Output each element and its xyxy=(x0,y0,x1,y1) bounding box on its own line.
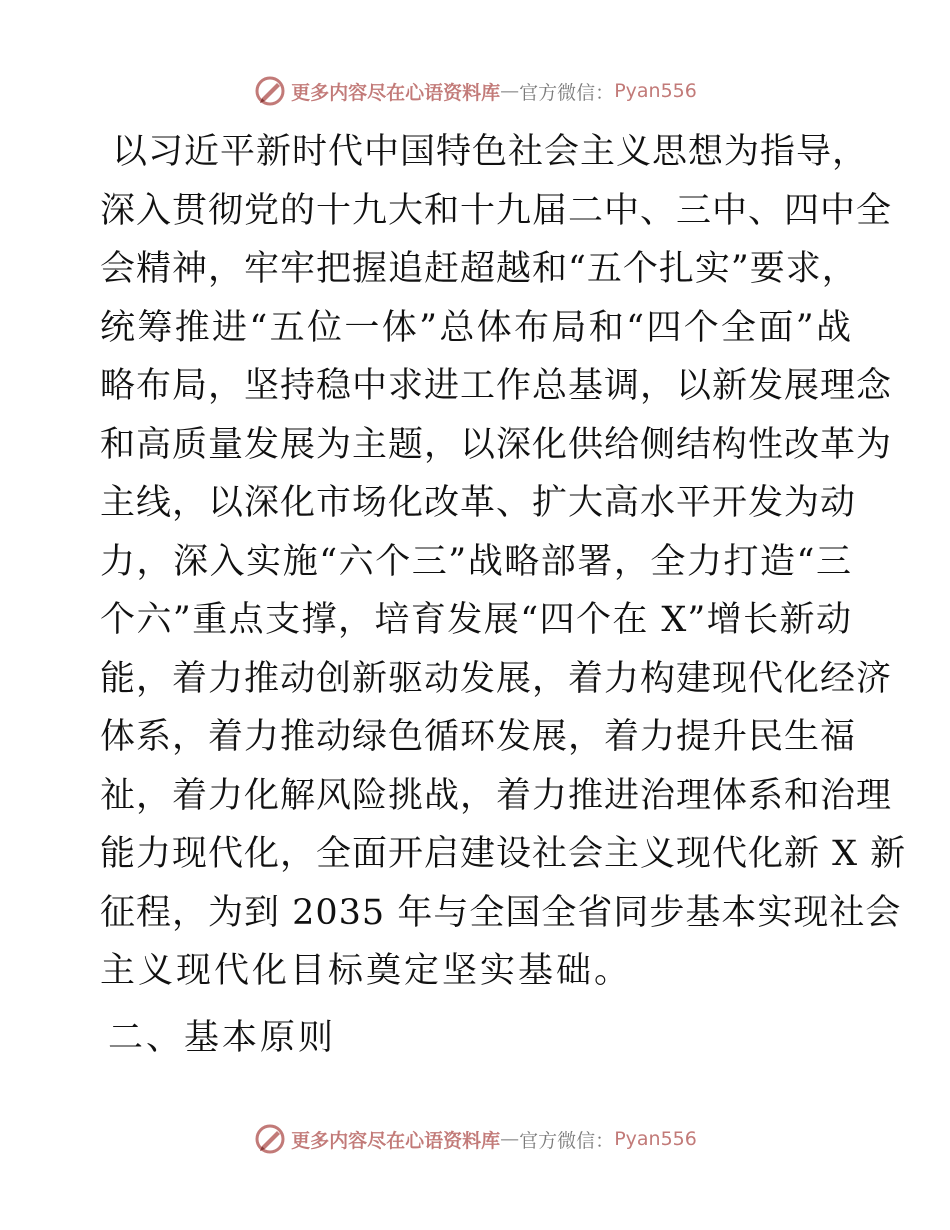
paragraph-line: 和高质量发展为主题，以深化供给侧结构性改革为 xyxy=(100,424,893,465)
watermark-wechat-id: Pyan556 xyxy=(614,80,697,102)
body-paragraph xyxy=(100,123,907,1001)
watermark-separator: — xyxy=(500,80,520,102)
paragraph-line: 以习近平新时代中国特色社会主义思想为指导， xyxy=(112,132,869,172)
watermark-separator: — xyxy=(500,1128,520,1150)
paragraph-line: 力，深入实施“六个三”战略部署，全力打造“三 xyxy=(100,541,852,582)
paragraph-line: 体系，着力推动绿色循环发展，着力提升民生福 xyxy=(100,717,857,757)
paragraph-line: 深入贯彻党的十九大和十九届二中、三中、四中全 xyxy=(100,190,893,231)
watermark-top xyxy=(0,71,950,111)
paragraph-line: 略布局，坚持稳中求进工作总基调，以新发展理念 xyxy=(100,366,893,406)
section-heading: 二、基本原则 xyxy=(108,1018,337,1058)
paragraph-line: 主义现代化目标奠定坚实基础。 xyxy=(100,951,633,991)
paragraph-line: 祉，着力化解风险挑战，着力推进治理体系和治理 xyxy=(100,775,893,816)
pen-logo-icon xyxy=(253,74,287,108)
watermark-label: 官方微信： xyxy=(519,1129,615,1152)
watermark-wechat-id: Pyan556 xyxy=(614,1128,697,1150)
paragraph-line: 会精神，牢牢把握追赶超越和“五个扎实”要求， xyxy=(100,249,858,289)
paragraph-line: 能力现代化，全面开启建设社会主义现代化新 X 新 xyxy=(100,834,907,874)
paragraph-line: 统筹推进“五位一体”总体布局和“四个全面”战 xyxy=(100,307,852,348)
watermark-brand: 更多内容尽在心语资料库 xyxy=(291,1129,501,1152)
paragraph-line: 征程，为到 2035 年与全国全省同步基本实现社会 xyxy=(100,892,902,933)
paragraph-line: 能，着力推动创新驱动发展，着力构建现代化经济 xyxy=(100,658,893,699)
watermark-bottom xyxy=(0,1119,950,1159)
watermark-brand: 更多内容尽在心语资料库 xyxy=(291,81,501,104)
paragraph-line: 个六”重点支撑，培育发展“四个在 X”增长新动 xyxy=(100,600,852,640)
watermark-label: 官方微信： xyxy=(519,81,615,104)
pen-logo-icon xyxy=(253,1122,287,1156)
paragraph-line: 主线，以深化市场化改革、扩大高水平开发为动 xyxy=(100,483,857,523)
